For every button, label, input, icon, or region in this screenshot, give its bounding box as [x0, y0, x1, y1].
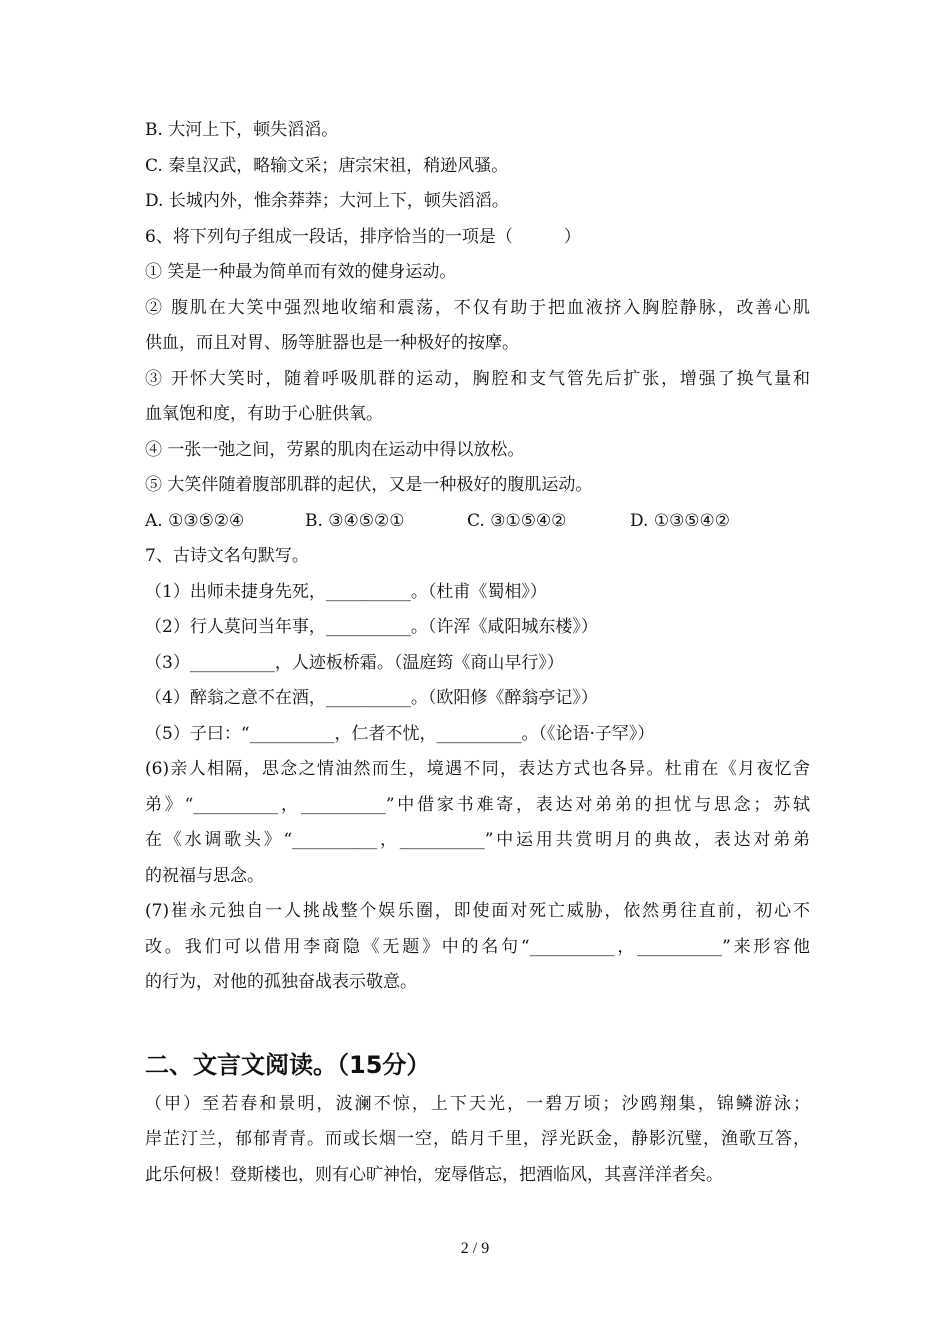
q7-item-3: （3）__________，人迹板桥霜。（温庭筠《商山早行》）	[145, 652, 564, 673]
q7-item-1: （1）出师未捷身先死，__________。（杜甫《蜀相》）	[145, 581, 547, 602]
page-number: 2 / 9	[460, 1240, 490, 1257]
q6-choice-b: B. ③④⑤②①	[305, 510, 405, 531]
q5-option-b: B. 大河上下，顿失滔滔。	[145, 120, 339, 140]
q6-sentence-4: ④ 一张一弛之间，劳累的肌肉在运动中得以放松。	[145, 439, 525, 460]
q7-item-6-line-4: 的祝福与思念。	[145, 865, 264, 886]
q5-option-c: C. 秦皇汉武，略输文采；唐宗宋祖，稍逊风骚。	[145, 155, 509, 176]
q7-item-4: （4）醉翁之意不在酒，__________。（欧阳修《醉翁亭记》）	[145, 688, 598, 708]
q6-sentence-3a: ③ 开怀大笑时，随着呼吸肌群的运动，胸腔和支气管先后扩张，增强了换气量和	[145, 368, 810, 389]
q6-choice-a: A. ①③⑤②④	[145, 510, 245, 531]
page-content	[145, 113, 810, 1193]
q7-item-6-line-1: (6)亲人相隔，思念之情油然而生，境遇不同，表达方式也各异。杜甫在《月夜忆舍	[145, 759, 810, 779]
q6-choice-c: C. ③①⑤④②	[467, 510, 567, 531]
q7-item-5: （5）子曰：“__________，仁者不忧，__________。（《论语·子罕》）	[145, 723, 655, 744]
q7-item-7-line-3: 的行为，对他的孤独奋战表示敬意。	[145, 972, 417, 992]
q6-sentence-5: ⑤ 大笑伴随着腹部肌群的起伏，又是一种极好的腹肌运动。	[145, 475, 593, 495]
q7-stem: 7、古诗文名句默写。	[145, 546, 309, 566]
q6-choice-d: D. ①③⑤④②	[630, 510, 731, 531]
q7-item-7-line-2: 改。我们可以借用李商隐《无题》中的名句“__________，__________”来形容他	[145, 936, 810, 957]
q6-sentence-1: ① 笑是一种最为简单而有效的健身运动。	[145, 262, 457, 282]
q6-choices	[145, 504, 810, 540]
section-2-heading: 二、文言文阅读。（15分）	[145, 1050, 431, 1079]
q7-item-7-line-1: (7)崔永元独自一人挑战整个娱乐圈，即使面对死亡威胁，依然勇往直前，初心不	[145, 901, 810, 921]
passage-line-2: 岸芷汀兰，郁郁青青。而或长烟一空，皓月千里，浮光跃金，静影沉璧，渔歌互答，	[145, 1129, 810, 1149]
q6-sentence-3b: 血氧饱和度，有助于心脏供氧。	[145, 404, 383, 424]
q6-sentence-2b: 供血，而且对胃、肠等脏器也是一种极好的按摩。	[145, 333, 519, 353]
q5-option-d: D. 长城内外，惟余莽莽；大河上下，顿失滔滔。	[145, 191, 509, 211]
q7-item-2: （2）行人莫问当年事，__________。（许浑《咸阳城东楼》）	[145, 617, 598, 637]
passage-line-1: （甲）至若春和景明，波澜不惊，上下天光，一碧万顷；沙鸥翔集，锦鳞游泳；	[145, 1093, 810, 1114]
q6-sentence-2a: ② 腹肌在大笑中强烈地收缩和震荡，不仅有助于把血液挤入胸腔静脉，改善心肌	[145, 297, 810, 318]
q7-item-6-line-3: 在《水调歌头》“__________，__________”中运用共赏明月的典故，表达对弟弟	[145, 830, 810, 850]
passage-line-3: 此乐何极！登斯楼也，则有心旷神怡，宠辱偕忘，把酒临风，其喜洋洋者矣。	[145, 1164, 723, 1185]
q7-item-6-line-2: 弟》“__________，__________”中借家书难寄，表达对弟弟的担忧与思念；苏轼	[145, 794, 810, 815]
q6-stem: 6、将下列句子组成一段话，排序恰当的一项是（ ）	[145, 226, 581, 247]
